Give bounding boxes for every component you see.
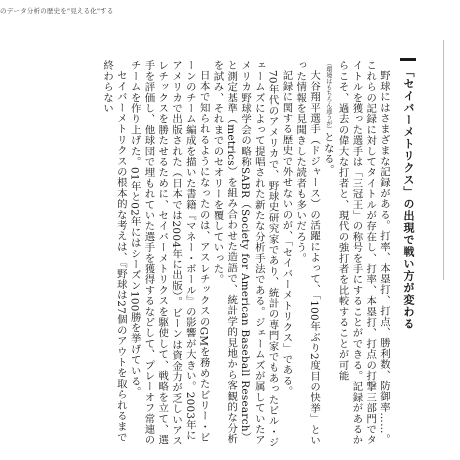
paragraph-1: 野球にはさまざまな記録がある。打率、本塁打、打点、勝利数、防御率……。これらの記録に対してタイトルが存在し、打率、本塁打、打点の打撃三部門でタイトルを獲った選手は「三冠王」の称号を手にすることができる。記録があるからこそ、過去の偉大な打者と、現代の強打者を比較することが可能（環境はもちろん違うが）となる。 bbox=[321, 60, 390, 446]
paragraph-6: セイバーメトリクスの根本的な考えは、『野球は27個のアウトを取られるまで終わらない bbox=[101, 60, 127, 443]
paragraph-3: 記録に関する歴史で外せないのが、「セイバーメトリクス」である。 bbox=[280, 70, 293, 397]
paragraph-4: 70年代のアメリカで、野球史研究家であり、統計の専門家でもあったビル・ジェームズによって提唱された新たな分析手法である。ジェームズが属していたアメリカ野球学会の略称SABR（Society for American Baseball Research）と測定基準（metrics）を組み合わせた造語で、統計学的見地から客観的な分析を試み、それまでのセオリーを覆していった。 bbox=[211, 60, 279, 449]
body-text bbox=[6, 60, 390, 450]
paragraph-1-note: （環境はもちろん違うが） bbox=[324, 60, 332, 132]
paragraph-5: 日本で知られるようになったのは、アスレチックスのGMを務めたビリー・ビーンのチーム編成を描いた書籍『マネー・ボール』の影響が大きい。2003年にアメリカで出版された（日本では2004年に出版）。ビーンは資金力が乏しいアスレチックスを勝たせるために、セイバーメトリクスを駆使して、戦略を立て、選手を評価し、他球団で埋もれていた選手を獲得するなどして、プレーオフ常連のチームを作り上げた。01年と02年にはシーズン100勝を挙げている。 bbox=[128, 60, 210, 447]
paragraph-2: 大谷翔平選手（ドジャース）の活躍によって、「100年ぶり2度目の快挙」といった情報を見聞きした読者も多いだろう。 bbox=[294, 60, 321, 446]
paragraph-1-text: 野球にはさまざまな記録がある。打率、本塁打、打点、勝利数、防御率……。これらの記録に対してタイトルが存在し、打率、本塁打、打点の打撃三部門でタイトルを獲った選手は「三冠王」の称号を手にすることができる。記録があるからこそ、過去の偉大な打者と、現代の強打者を比較することが可能 bbox=[336, 60, 390, 446]
page-edge-tab bbox=[443, 40, 460, 280]
section-title: 「セイバーメトリクス」の出現で戦い方が変わる bbox=[402, 66, 415, 330]
running-header bbox=[0, 6, 114, 15]
section-title-block bbox=[400, 58, 416, 358]
title-marker-bar bbox=[400, 58, 416, 61]
running-header-text: のデータ分析の歴史を"見える化"する bbox=[0, 7, 114, 15]
